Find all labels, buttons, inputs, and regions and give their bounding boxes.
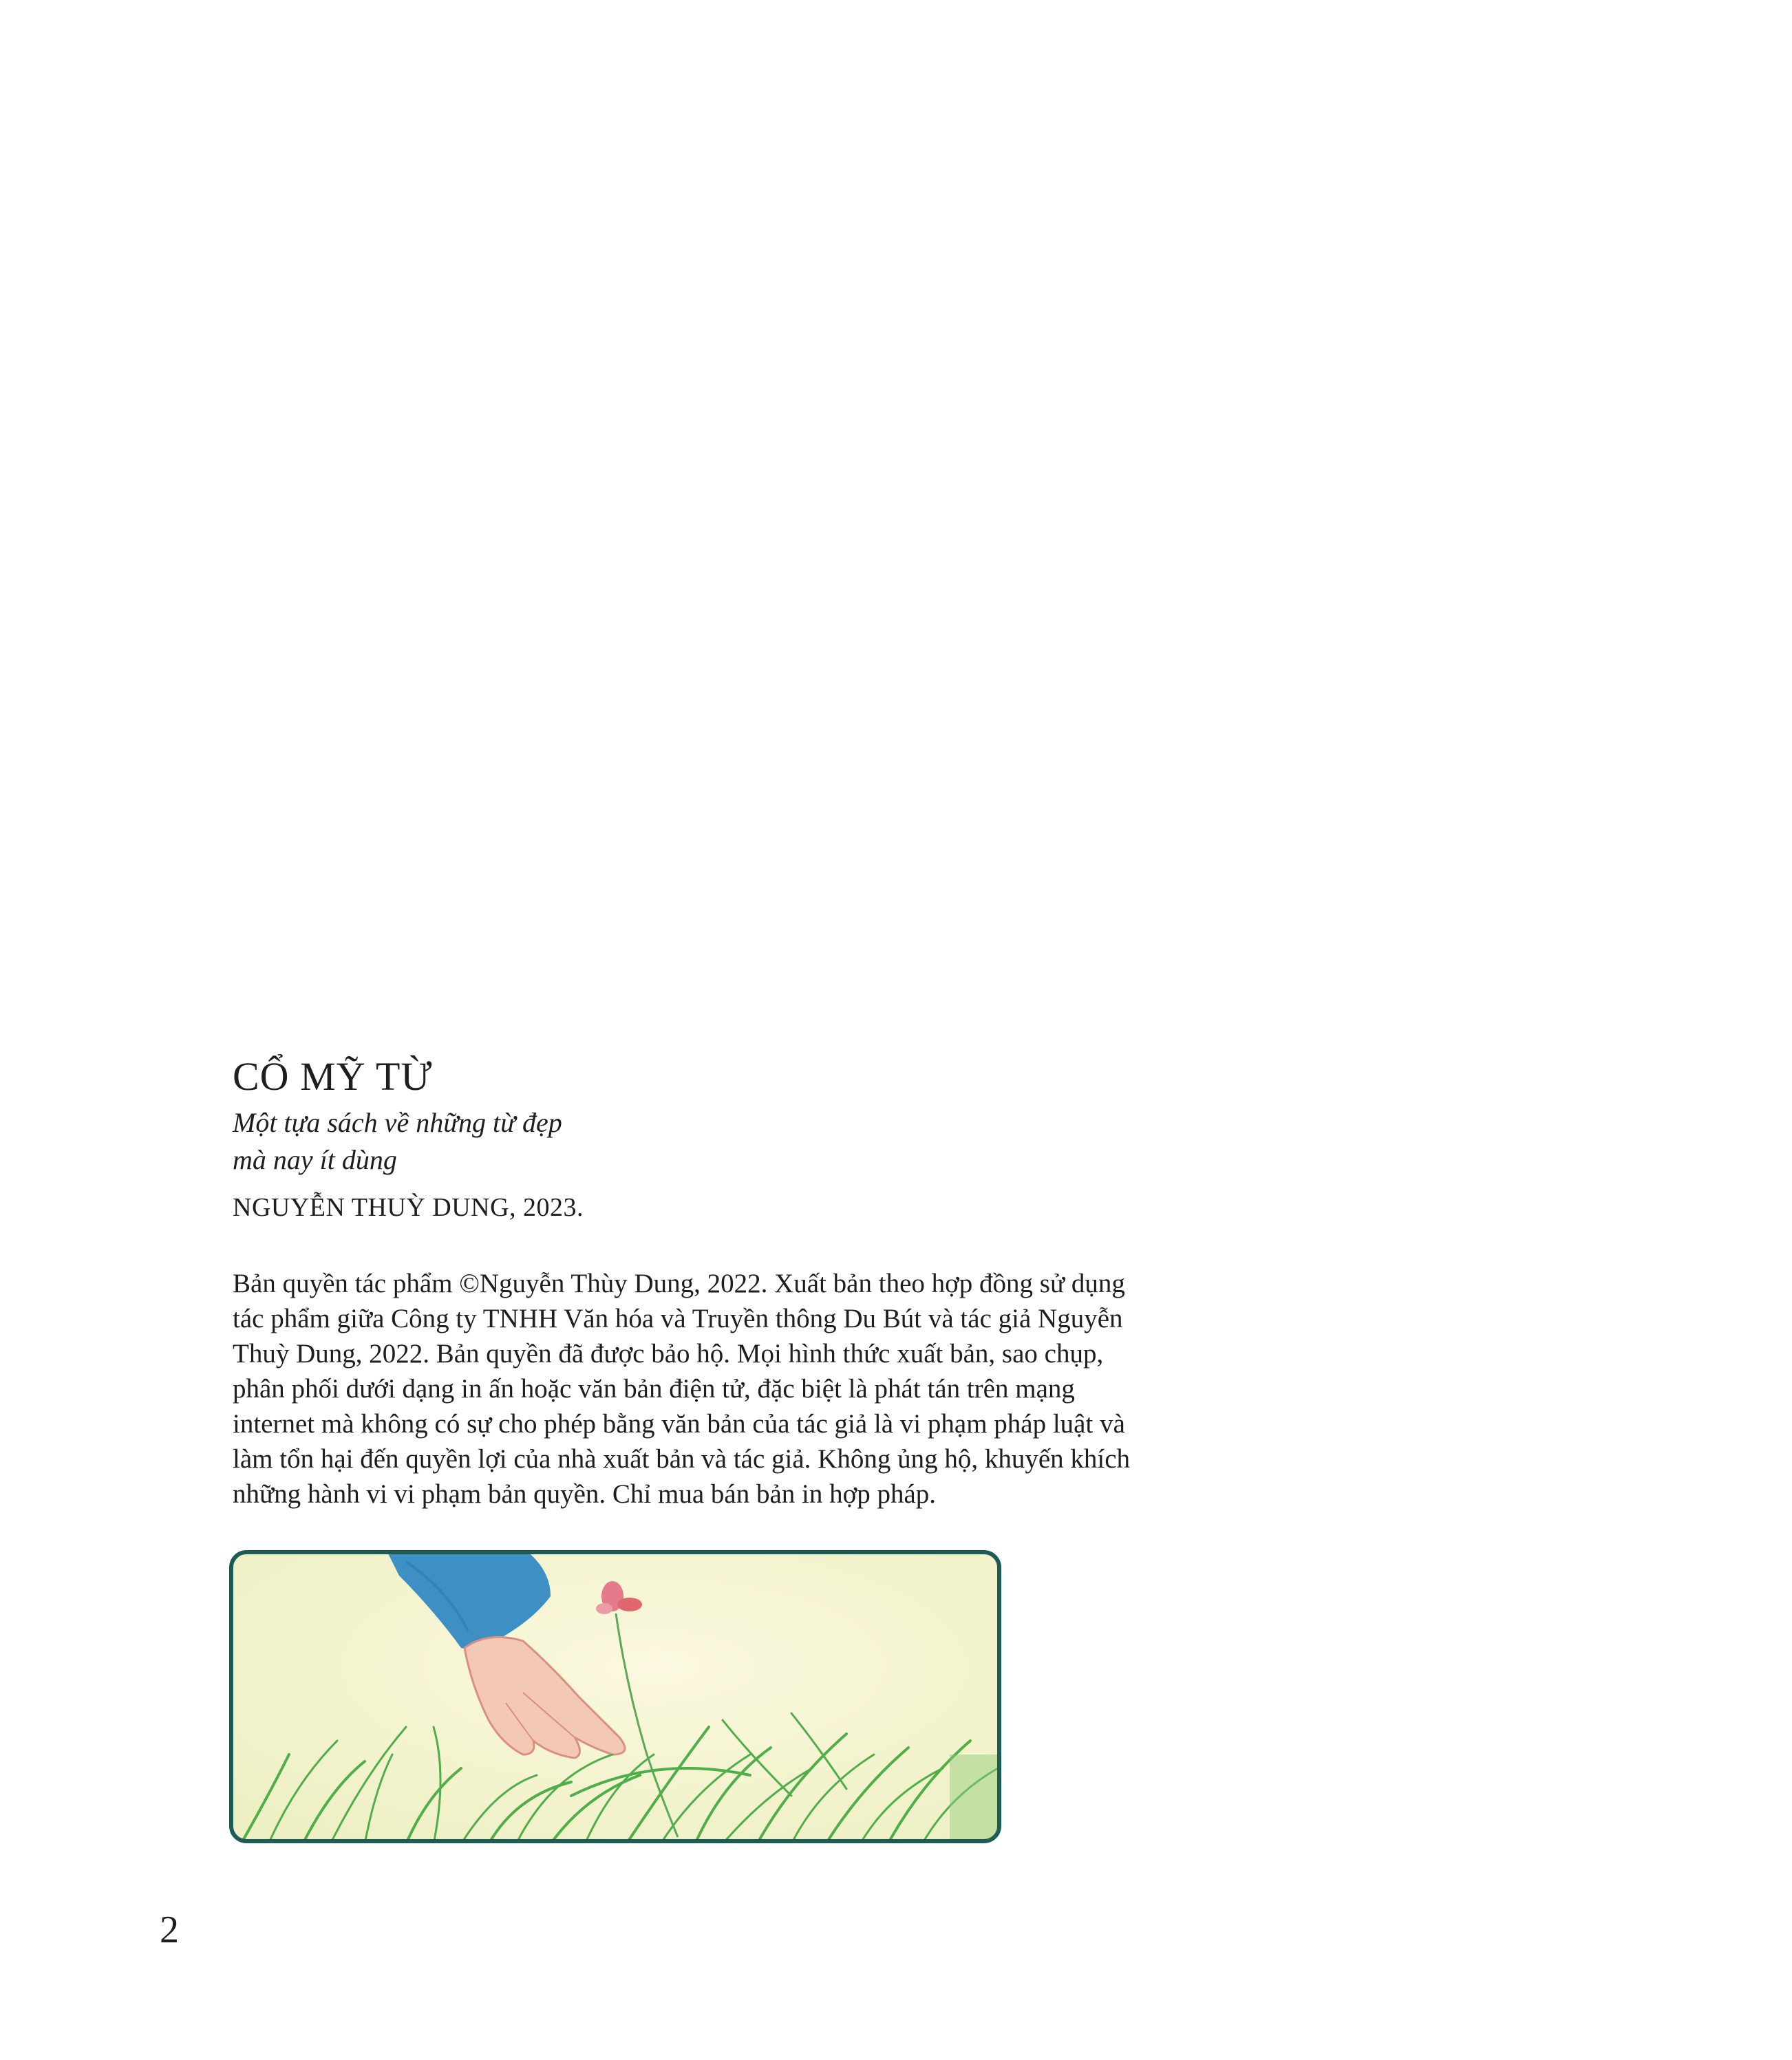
copyright-line: tác phẩm giữa Công ty TNHH Văn hóa và Truyền thông Du Bút và tác giả Nguyễn xyxy=(233,1304,1123,1333)
book-subtitle xyxy=(233,1104,562,1179)
copyright-line: làm tổn hại đến quyền lợi của nhà xuất bản và tác giả. Không ủng hộ, khuyến khích xyxy=(233,1444,1131,1474)
copyright-notice xyxy=(233,1266,1361,1512)
copyright-line: những hành vi vi phạm bản quyền. Chỉ mua bán bản in hợp pháp. xyxy=(233,1479,937,1509)
copyright-line: phân phối dưới dạng in ấn hoặc văn bản điện tử, đặc biệt là phát tán trên mạng xyxy=(233,1374,1075,1404)
subtitle-line: mà nay ít dùng xyxy=(233,1144,397,1175)
book-title: CỔ MỸ TỪ xyxy=(233,1054,433,1099)
author-line: NGUYỄN THUỲ DUNG, 2023. xyxy=(233,1193,584,1222)
grass-hand-illustration xyxy=(227,1548,1003,1845)
page-number: 2 xyxy=(160,1909,179,1951)
copyright-line: Bản quyền tác phẩm ©Nguyễn Thùy Dung, 2022. Xuất bản theo hợp đồng sử dụng xyxy=(233,1269,1125,1298)
copyright-line: Thuỳ Dung, 2022. Bản quyền đã được bảo hộ. Mọi hình thức xuất bản, sao chụp, xyxy=(233,1339,1104,1369)
subtitle-line: Một tựa sách về những từ đẹp xyxy=(233,1107,562,1138)
copyright-line: internet mà không có sự cho phép bằng văn bản của tác giả là vi phạm pháp luật và xyxy=(233,1409,1125,1439)
